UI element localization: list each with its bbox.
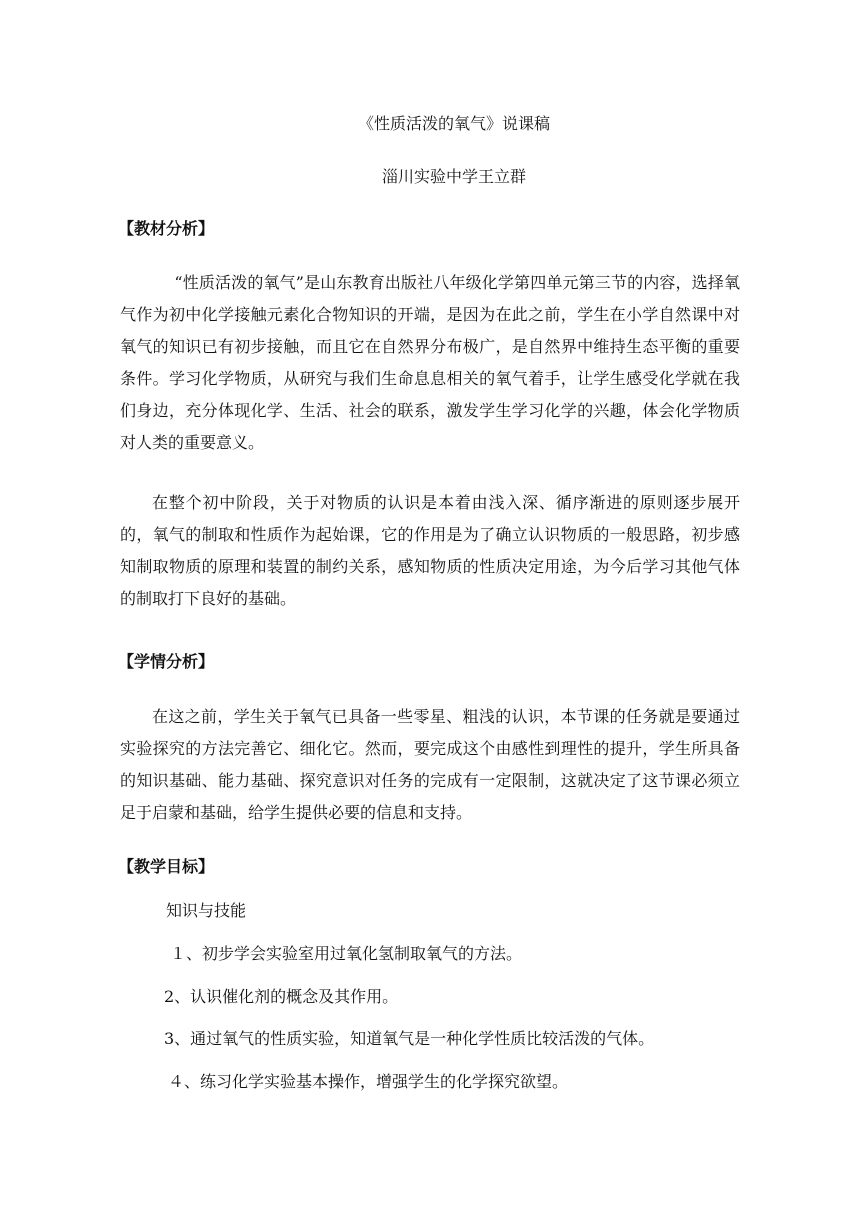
paragraph-student-analysis: 在这之前，学生关于氧气已具备一些零星、粗浅的认识，本节课的任务就是要通过实验探究的方法完善它、细化它。然而，要完成这个由感性到理性的提升，学生所具备的知识基础、能力基础、探究意识对任务的完成有一定限制，这就决定了这节课必须立足于启蒙和基础，给学生提供必要的信息和支持。 (120, 707, 740, 822)
goal-item: 2、认识催化剂的概念及其作用。 (164, 987, 399, 1006)
section-heading-student-analysis: 【学情分析】 (118, 652, 215, 671)
goal-item: １、初步学会实验室用过氧化氢制取氧气的方法。 (170, 944, 523, 963)
document-title: 《性质活泼的氧气》说课稿 (357, 114, 550, 133)
goal-item: ４、练习化学实验基本操作，增强学生的化学探究欲望。 (168, 1072, 569, 1091)
document-author: 淄川实验中学王立群 (381, 167, 526, 186)
paragraph-textbook-analysis-2: 在整个初中阶段，关于对物质的认识是本着由浅入深、循序渐进的原则逐步展开的，氧气的制取和性质作为起始课，它的作用是为了确立认识物质的一般思路，初步感知制取物质的原理和装置的制约关系，感知物质的性质决定用途，为今后学习其他气体的制取打下良好的基础。 (120, 493, 740, 608)
section-heading-teaching-goals: 【教学目标】 (118, 857, 215, 876)
section-heading-textbook-analysis: 【教材分析】 (118, 219, 215, 238)
paragraph-textbook-analysis-1: “性质活泼的氧气”是山东教育出版社八年级化学第四单元第三节的内容，选择氧气作为初中化学接触元素化合物知识的开端，是因为在此之前，学生在小学自然课中对氧气的知识已有初步接触，而且它在自然界分布极广，是自然界中维持生态平衡的重要条件。学习化学物质，从研究与我们生命息息相关的氧气着手，让学生感受化学就在我们身边，充分体现化学、生活、社会的联系，激发学生学习化学的兴趣，体会化学物质对人类的重要意义。 (120, 273, 740, 452)
goal-item: 3、通过氧气的性质实验，知道氧气是一种化学性质比较活泼的气体。 (164, 1029, 655, 1048)
subheading-knowledge-skills: 知识与技能 (166, 901, 247, 920)
